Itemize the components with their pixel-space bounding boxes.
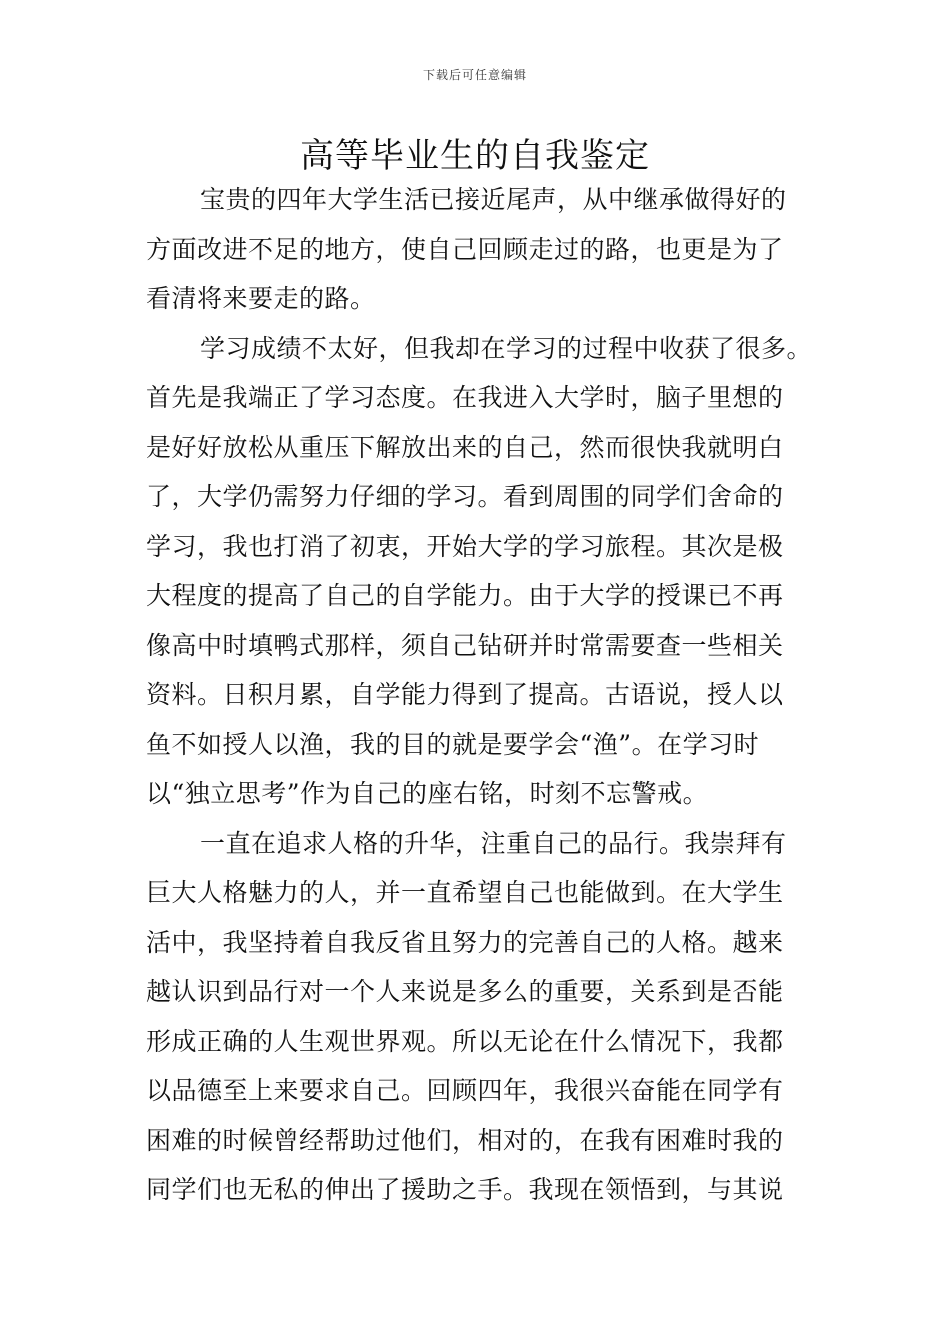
body-line: 看清将来要走的路。 [146,284,376,313]
body-line: 学习，我也打消了初衷，开始大学的学习旅程。其次是极 [146,531,784,561]
body-line: 了，大学仍需努力仔细的学习。看到周围的同学们舍命的 [146,482,784,511]
document-title: 高等毕业生的自我鉴定 [300,136,650,176]
body-line: 越认识到品行对一个人来说是多么的重要，关系到是否能 [146,977,784,1006]
page-header-note: 下载后可任意编辑 [422,68,527,82]
body-line: 同学们也无私的伸出了援助之手。我现在领悟到，与其说 [146,1175,784,1204]
body-line: 是好好放松从重压下解放出来的自己，然而很快我就明白 [146,432,784,462]
body-line: 鱼不如授人以渔，我的目的就是要学会“渔”。在学习时 [146,729,760,759]
body-line: 困难的时候曾经帮助过他们，相对的，在我有困难时我的 [146,1125,784,1155]
body-line: 资料。日积月累，自学能力得到了提高。古语说，授人以 [146,680,784,709]
body-line: 像高中时填鸭式那样，须自己钻研并时常需要查一些相关 [146,630,784,660]
body-line: 活中，我坚持着自我反省且努力的完善自己的人格。越来 [146,927,784,957]
body-line: 大程度的提高了自己的自学能力。由于大学的授课已不再 [146,581,784,610]
body-line: 以“独立思考”作为自己的座右铭，时刻不忘警戒。 [146,779,709,808]
body-line: 一直在追求人格的升华，注重自己的品行。我崇拜有 [200,828,787,858]
body-line: 学习成绩不太好，但我却在学习的过程中收获了很多。 [200,333,813,363]
body-line: 首先是我端正了学习态度。在我进入大学时，脑子里想的 [146,383,784,412]
body-line: 巨大人格魅力的人，并一直希望自己也能做到。在大学生 [146,878,784,907]
body-line: 宝贵的四年大学生活已接近尾声，从中继承做得好的 [200,185,787,214]
body-line: 以品德至上来要求自己。回顾四年，我很兴奋能在同学有 [146,1076,784,1105]
body-line: 方面改进不足的地方，使自己回顾走过的路，也更是为了 [146,234,784,264]
body-line: 形成正确的人生观世界观。所以无论在什么情况下，我都 [146,1026,784,1056]
document-body [146,182,813,1222]
